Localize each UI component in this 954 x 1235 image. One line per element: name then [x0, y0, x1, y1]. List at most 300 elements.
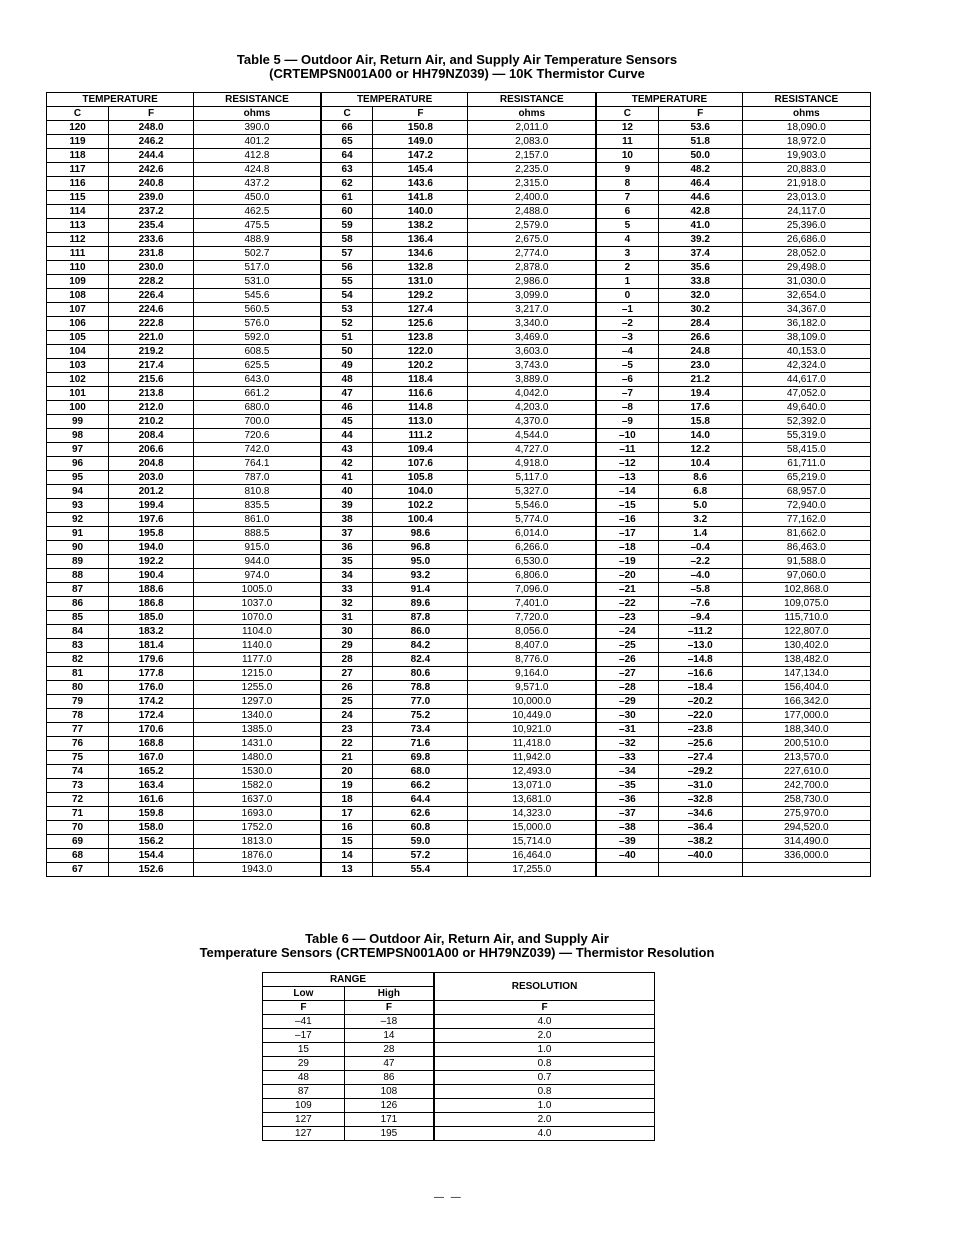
cell-f: 50.0	[658, 149, 742, 163]
table6-thermistor-resolution	[262, 972, 655, 1141]
cell-c: –33	[596, 751, 658, 765]
header-ohms: ohms	[194, 107, 321, 121]
header-temperature: TEMPERATURE	[47, 93, 194, 107]
cell-c: 104	[47, 345, 109, 359]
cell-f: 44.6	[658, 191, 742, 205]
cell-ohms: 1177.0	[194, 653, 321, 667]
cell-c: 105	[47, 331, 109, 345]
cell-f: 86.0	[373, 625, 468, 639]
table-row	[47, 471, 871, 485]
cell-f: –23.8	[658, 723, 742, 737]
cell-c: 70	[47, 821, 109, 835]
cell-f: 242.6	[109, 163, 194, 177]
cell-c: 94	[47, 485, 109, 499]
cell-ohms: 8,776.0	[468, 653, 596, 667]
table5-thermistor-curve	[46, 92, 871, 877]
cell-ohms: 1385.0	[194, 723, 321, 737]
cell-f: 183.2	[109, 625, 194, 639]
cell-f: 145.4	[373, 163, 468, 177]
cell-c: –2	[596, 317, 658, 331]
cell-ohms: 680.0	[194, 401, 321, 415]
table-row	[47, 821, 871, 835]
cell-c: 2	[596, 261, 658, 275]
cell-ohms: 13,681.0	[468, 793, 596, 807]
cell-ohms: 4,370.0	[468, 415, 596, 429]
cell-c: 32	[321, 597, 373, 611]
cell-ohms: 130,402.0	[742, 639, 870, 653]
cell-f: 15.8	[658, 415, 742, 429]
cell-f: 118.4	[373, 373, 468, 387]
cell-c: 37	[321, 527, 373, 541]
cell-c: 83	[47, 639, 109, 653]
cell-ohms: 81,662.0	[742, 527, 870, 541]
cell-ohms: 1340.0	[194, 709, 321, 723]
cell-f: 116.6	[373, 387, 468, 401]
cell-c: 49	[321, 359, 373, 373]
cell-c: 91	[47, 527, 109, 541]
cell-ohms: 17,255.0	[468, 863, 596, 877]
cell-f: –34.6	[658, 807, 742, 821]
cell-ohms: 861.0	[194, 513, 321, 527]
cell-ohms: 592.0	[194, 331, 321, 345]
cell-c: 14	[321, 849, 373, 863]
cell-ohms: 36,182.0	[742, 317, 870, 331]
cell-c: 24	[321, 709, 373, 723]
cell-f: 194.0	[109, 541, 194, 555]
cell-c: 68	[47, 849, 109, 863]
header-range: RANGE	[263, 973, 435, 987]
cell-f: 80.6	[373, 667, 468, 681]
cell-f: 57.2	[373, 849, 468, 863]
cell-c: 81	[47, 667, 109, 681]
cell-f: 105.8	[373, 471, 468, 485]
cell-f: 203.0	[109, 471, 194, 485]
cell-c: 6	[596, 205, 658, 219]
table-row	[263, 1043, 655, 1057]
cell-f: 113.0	[373, 415, 468, 429]
table-row	[263, 1127, 655, 1141]
table-row	[47, 205, 871, 219]
cell-f: 46.4	[658, 177, 742, 191]
cell-f: –0.4	[658, 541, 742, 555]
cell-f: –18.4	[658, 681, 742, 695]
cell-f: 78.8	[373, 681, 468, 695]
header-resistance: RESISTANCE	[468, 93, 596, 107]
cell-c: 28	[321, 653, 373, 667]
table-row	[47, 583, 871, 597]
cell-ohms: 28,052.0	[742, 247, 870, 261]
table-row	[47, 191, 871, 205]
cell-f: –7.6	[658, 597, 742, 611]
table-row	[47, 247, 871, 261]
cell-f: 120.2	[373, 359, 468, 373]
cell-c: 52	[321, 317, 373, 331]
table-row	[263, 1099, 655, 1113]
cell-ohms: 4,918.0	[468, 457, 596, 471]
cell-f: 10.4	[658, 457, 742, 471]
cell-c: 43	[321, 443, 373, 457]
cell-c: 103	[47, 359, 109, 373]
cell-c: 108	[47, 289, 109, 303]
table-row	[47, 317, 871, 331]
table6-title-line2: Temperature Sensors (CRTEMPSN001A00 or HH79NZ039) — Thermistor Resolution	[199, 945, 715, 960]
cell-c: 119	[47, 135, 109, 149]
cell-high: –18	[344, 1015, 434, 1029]
cell-c: 72	[47, 793, 109, 807]
cell-c: 88	[47, 569, 109, 583]
cell-ohms: 1813.0	[194, 835, 321, 849]
cell-f: 66.2	[373, 779, 468, 793]
cell-f: –4.0	[658, 569, 742, 583]
cell-c: 5	[596, 219, 658, 233]
cell-f: 55.4	[373, 863, 468, 877]
cell-c: 16	[321, 821, 373, 835]
cell-high: 86	[344, 1071, 434, 1085]
table-row	[47, 597, 871, 611]
cell-ohms: 545.6	[194, 289, 321, 303]
cell-f: 71.6	[373, 737, 468, 751]
cell-ohms: 3,099.0	[468, 289, 596, 303]
cell-ohms: 188,340.0	[742, 723, 870, 737]
cell-c: 95	[47, 471, 109, 485]
cell-c: 33	[321, 583, 373, 597]
cell-c: 54	[321, 289, 373, 303]
cell-c: 113	[47, 219, 109, 233]
page-number: — —	[434, 1192, 463, 1203]
cell-c: 98	[47, 429, 109, 443]
cell-c: 26	[321, 681, 373, 695]
cell-high: 126	[344, 1099, 434, 1113]
cell-ohms: 29,498.0	[742, 261, 870, 275]
cell-f: 179.6	[109, 653, 194, 667]
cell-ohms: 835.5	[194, 499, 321, 513]
cell-f: 111.2	[373, 429, 468, 443]
cell-ohms: 77,162.0	[742, 513, 870, 527]
cell-f: 39.2	[658, 233, 742, 247]
cell-f: 132.8	[373, 261, 468, 275]
cell-ohms: 2,157.0	[468, 149, 596, 163]
table-row	[47, 261, 871, 275]
cell-c: 3	[596, 247, 658, 261]
cell-ohms: 6,266.0	[468, 541, 596, 555]
cell-resolution: 1.0	[434, 1099, 654, 1113]
cell-f: 14.0	[658, 429, 742, 443]
table-row	[47, 219, 871, 233]
cell-c: 79	[47, 695, 109, 709]
cell-f: 89.6	[373, 597, 468, 611]
cell-c: 64	[321, 149, 373, 163]
cell-c: –7	[596, 387, 658, 401]
cell-f: 143.6	[373, 177, 468, 191]
cell-c: 115	[47, 191, 109, 205]
cell-f: 131.0	[373, 275, 468, 289]
cell-ohms: 4,727.0	[468, 443, 596, 457]
cell-c: 46	[321, 401, 373, 415]
cell-f: 32.0	[658, 289, 742, 303]
cell-c: –5	[596, 359, 658, 373]
cell-f: 3.2	[658, 513, 742, 527]
cell-ohms: 1005.0	[194, 583, 321, 597]
table-row	[47, 555, 871, 569]
cell-f: 114.8	[373, 401, 468, 415]
cell-f: 19.4	[658, 387, 742, 401]
cell-c: 9	[596, 163, 658, 177]
cell-high: 195	[344, 1127, 434, 1141]
cell-f: 35.6	[658, 261, 742, 275]
cell-ohms: 560.5	[194, 303, 321, 317]
cell-f: –38.2	[658, 835, 742, 849]
cell-c: –14	[596, 485, 658, 499]
table-row	[47, 303, 871, 317]
table-row	[47, 289, 871, 303]
cell-ohms: 177,000.0	[742, 709, 870, 723]
cell-high: 171	[344, 1113, 434, 1127]
cell-c: –4	[596, 345, 658, 359]
cell-c: 55	[321, 275, 373, 289]
cell-high: 108	[344, 1085, 434, 1099]
cell-high: 14	[344, 1029, 434, 1043]
cell-ohms: 4,544.0	[468, 429, 596, 443]
cell-ohms: 109,075.0	[742, 597, 870, 611]
cell-ohms: 8,056.0	[468, 625, 596, 639]
cell-c: 85	[47, 611, 109, 625]
cell-c: –11	[596, 443, 658, 457]
cell-f: 244.4	[109, 149, 194, 163]
cell-ohms: 91,588.0	[742, 555, 870, 569]
table-row	[47, 457, 871, 471]
table-row	[263, 1015, 655, 1029]
cell-ohms: 55,319.0	[742, 429, 870, 443]
cell-c: 39	[321, 499, 373, 513]
cell-ohms: 44,617.0	[742, 373, 870, 387]
cell-ohms: 15,714.0	[468, 835, 596, 849]
cell-c: 102	[47, 373, 109, 387]
cell-f: 84.2	[373, 639, 468, 653]
cell-c: 31	[321, 611, 373, 625]
cell-ohms: 1752.0	[194, 821, 321, 835]
cell-c: 61	[321, 191, 373, 205]
cell-ohms: 2,878.0	[468, 261, 596, 275]
cell-ohms: 1104.0	[194, 625, 321, 639]
cell-f: 246.2	[109, 135, 194, 149]
cell-ohms: 1431.0	[194, 737, 321, 751]
cell-ohms: 1637.0	[194, 793, 321, 807]
table-row	[47, 667, 871, 681]
cell-ohms: 86,463.0	[742, 541, 870, 555]
cell-ohms: 10,921.0	[468, 723, 596, 737]
cell-f: 221.0	[109, 331, 194, 345]
table-row	[47, 653, 871, 667]
cell-f: 239.0	[109, 191, 194, 205]
table-row	[47, 527, 871, 541]
cell-c: 62	[321, 177, 373, 191]
cell-resolution: 4.0	[434, 1127, 654, 1141]
cell-f: 24.8	[658, 345, 742, 359]
cell-ohms: 166,342.0	[742, 695, 870, 709]
cell-c: 84	[47, 625, 109, 639]
cell-ohms: 700.0	[194, 415, 321, 429]
cell-f: 150.8	[373, 121, 468, 135]
cell-ohms: 65,219.0	[742, 471, 870, 485]
cell-f: 154.4	[109, 849, 194, 863]
cell-f: 33.8	[658, 275, 742, 289]
cell-c: 36	[321, 541, 373, 555]
cell-ohms: 13,071.0	[468, 779, 596, 793]
cell-c: 51	[321, 331, 373, 345]
table-row	[47, 625, 871, 639]
cell-c: 97	[47, 443, 109, 457]
cell-f: 240.8	[109, 177, 194, 191]
cell-f: 51.8	[658, 135, 742, 149]
cell-c: 86	[47, 597, 109, 611]
table-row	[47, 373, 871, 387]
cell-f: –32.8	[658, 793, 742, 807]
cell-c: –21	[596, 583, 658, 597]
cell-f: 129.2	[373, 289, 468, 303]
cell-f: 134.6	[373, 247, 468, 261]
cell-ohms: 1140.0	[194, 639, 321, 653]
cell-f: –25.6	[658, 737, 742, 751]
cell-c: 27	[321, 667, 373, 681]
cell-ohms: 19,903.0	[742, 149, 870, 163]
cell-f: 87.8	[373, 611, 468, 625]
table-row	[47, 793, 871, 807]
cell-c: 90	[47, 541, 109, 555]
cell-low: 127	[263, 1113, 345, 1127]
cell-f: 82.4	[373, 653, 468, 667]
cell-f: 48.2	[658, 163, 742, 177]
cell-f: 91.4	[373, 583, 468, 597]
cell-c: 10	[596, 149, 658, 163]
cell-f: 201.2	[109, 485, 194, 499]
cell-low: 15	[263, 1043, 345, 1057]
cell-f: 37.4	[658, 247, 742, 261]
cell-ohms: 314,490.0	[742, 835, 870, 849]
cell-ohms: 38,109.0	[742, 331, 870, 345]
cell-c: 80	[47, 681, 109, 695]
header-unit-f: F	[344, 1001, 434, 1015]
cell-c: 1	[596, 275, 658, 289]
cell-c: –26	[596, 653, 658, 667]
cell-resolution: 0.8	[434, 1057, 654, 1071]
cell-ohms: 1943.0	[194, 863, 321, 877]
cell-ohms: 18,090.0	[742, 121, 870, 135]
cell-ohms: 450.0	[194, 191, 321, 205]
cell-f: 30.2	[658, 303, 742, 317]
cell-f: 107.6	[373, 457, 468, 471]
cell-c: 41	[321, 471, 373, 485]
table-row	[47, 275, 871, 289]
cell-f: 149.0	[373, 135, 468, 149]
cell-ohms: 227,610.0	[742, 765, 870, 779]
cell-c: –27	[596, 667, 658, 681]
cell-f: 125.6	[373, 317, 468, 331]
header-unit-f: F	[263, 1001, 345, 1015]
table-row	[47, 387, 871, 401]
table-row	[47, 541, 871, 555]
cell-f: 165.2	[109, 765, 194, 779]
cell-c: 78	[47, 709, 109, 723]
cell-c: 19	[321, 779, 373, 793]
cell-c: 8	[596, 177, 658, 191]
cell-ohms	[742, 863, 870, 877]
table-row	[263, 1085, 655, 1099]
cell-ohms: 3,743.0	[468, 359, 596, 373]
table-row	[47, 121, 871, 135]
cell-ohms: 2,011.0	[468, 121, 596, 135]
cell-c: 47	[321, 387, 373, 401]
cell-ohms: 42,324.0	[742, 359, 870, 373]
cell-f: 127.4	[373, 303, 468, 317]
cell-resolution: 2.0	[434, 1029, 654, 1043]
cell-ohms: 6,014.0	[468, 527, 596, 541]
cell-ohms: 58,415.0	[742, 443, 870, 457]
cell-c: 74	[47, 765, 109, 779]
cell-c: –19	[596, 555, 658, 569]
cell-ohms: 3,603.0	[468, 345, 596, 359]
cell-c: –24	[596, 625, 658, 639]
cell-c: –38	[596, 821, 658, 835]
cell-ohms: 40,153.0	[742, 345, 870, 359]
cell-c: 7	[596, 191, 658, 205]
cell-f: 17.6	[658, 401, 742, 415]
cell-f: 217.4	[109, 359, 194, 373]
cell-f: –13.0	[658, 639, 742, 653]
cell-f: 222.8	[109, 317, 194, 331]
cell-c: 56	[321, 261, 373, 275]
cell-f: 152.6	[109, 863, 194, 877]
cell-f: –11.2	[658, 625, 742, 639]
cell-ohms: 2,488.0	[468, 205, 596, 219]
cell-ohms: 34,367.0	[742, 303, 870, 317]
cell-f: 95.0	[373, 555, 468, 569]
table6-title-line1: Table 6 — Outdoor Air, Return Air, and Supply Air	[305, 931, 609, 946]
cell-f: 28.4	[658, 317, 742, 331]
cell-f: 161.6	[109, 793, 194, 807]
header-resistance: RESISTANCE	[194, 93, 321, 107]
cell-f: 136.4	[373, 233, 468, 247]
cell-f: 104.0	[373, 485, 468, 499]
cell-f: –40.0	[658, 849, 742, 863]
table-row	[47, 359, 871, 373]
cell-c: 4	[596, 233, 658, 247]
cell-f: –9.4	[658, 611, 742, 625]
table-row	[47, 135, 871, 149]
cell-c: 92	[47, 513, 109, 527]
table-row	[47, 863, 871, 877]
cell-f: 204.8	[109, 457, 194, 471]
cell-f: 185.0	[109, 611, 194, 625]
cell-ohms: 1255.0	[194, 681, 321, 695]
cell-f: 93.2	[373, 569, 468, 583]
table-row	[47, 401, 871, 415]
cell-ohms: 9,571.0	[468, 681, 596, 695]
cell-ohms: 213,570.0	[742, 751, 870, 765]
cell-ohms: 1037.0	[194, 597, 321, 611]
cell-c: 116	[47, 177, 109, 191]
cell-c: –30	[596, 709, 658, 723]
cell-ohms: 47,052.0	[742, 387, 870, 401]
cell-f: –22.0	[658, 709, 742, 723]
cell-c: 89	[47, 555, 109, 569]
cell-c: 29	[321, 639, 373, 653]
cell-c: –13	[596, 471, 658, 485]
cell-f: –14.8	[658, 653, 742, 667]
cell-c: 45	[321, 415, 373, 429]
cell-f: 6.8	[658, 485, 742, 499]
cell-ohms: 488.9	[194, 233, 321, 247]
cell-c: 12	[596, 121, 658, 135]
